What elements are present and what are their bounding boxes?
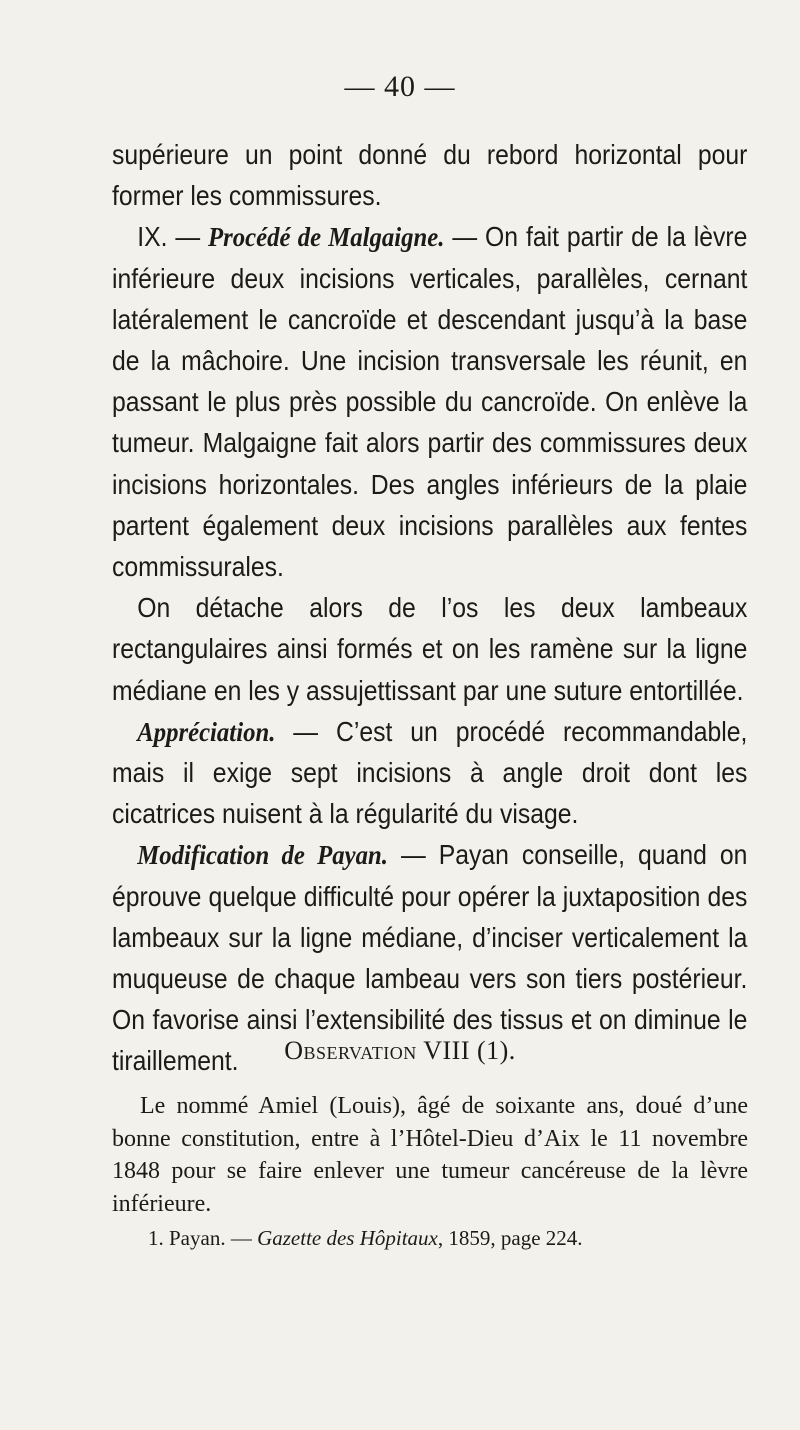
paragraph-malgaigne [112, 216, 747, 587]
section-number: IX. — [137, 221, 209, 253]
section-title-payan: Modification de Payan. [137, 839, 388, 871]
observation-heading [0, 1036, 800, 1066]
section-text-appreciation: — C’est un procédé recommandable, mais il exige sept incisions à angle droit dont les cicatrices nuisent à la régularité du visage. [112, 715, 748, 830]
observation-paragraph: Le nommé Amiel (Louis), âgé de soixante ans, doué d’une bonne constitution, entre à l’Hôtel-Dieu d’Aix le 11 novembre 1848 pour se faire enlever une tumeur cancéreuse de la lèvre inférieure. [112, 1093, 748, 1217]
section-title-malgaigne: Procédé de Malgaigne. [208, 221, 445, 253]
section-title-appreciation: Appréciation. [137, 715, 276, 747]
paragraph-continuation: supérieure un point donné du rebord horizontal pour former les commissures. [112, 139, 748, 212]
paragraph-lambeaux: On détache alors de l’os les deux lambeaux rectangulaires ainsi formés et on les ramène sur la ligne médiane en les y assujettissant par une suture entortillée. [112, 592, 748, 706]
section-text-payan: — Payan conseille, quand on éprouve quelque difficulté pour opérer la juxtaposition des lambeaux sur la ligne médiane, d’inciser verticalement la muqueuse de chaque lambeau vers son tiers postérieur. On favorise ainsi l’extensibilité des tissus et on diminue le tiraillement. [112, 839, 748, 1077]
footnote-details: , 1859, page 224. [437, 1226, 583, 1250]
observation-text [112, 1090, 748, 1220]
section-text-malgaigne: — On fait partir de la lèvre inférieure deux incisions verticales, parallèles, cernant latéralement le cancroïde et descendant jusqu’à la base de la mâchoire. Une incision transversale les réunit, en passant le plus près possible du cancroïde. On enlève la tumeur. Malgaigne fait alors partir des commissures deux incisions horizontales. Des angles inférieurs de la plaie partent également deux incisions parallèles aux fentes commissurales. [112, 221, 748, 583]
footnote [148, 1224, 748, 1252]
footnote-marker: 1. Payan. — [148, 1226, 258, 1250]
paragraph-appreciation [112, 711, 747, 835]
main-text [112, 134, 747, 1082]
page-number: — 40 — [344, 70, 456, 103]
observation-heading-text: Observation VIII (1). [284, 1036, 516, 1065]
footnote-source: Gazette des Hôpitaux [257, 1226, 438, 1250]
